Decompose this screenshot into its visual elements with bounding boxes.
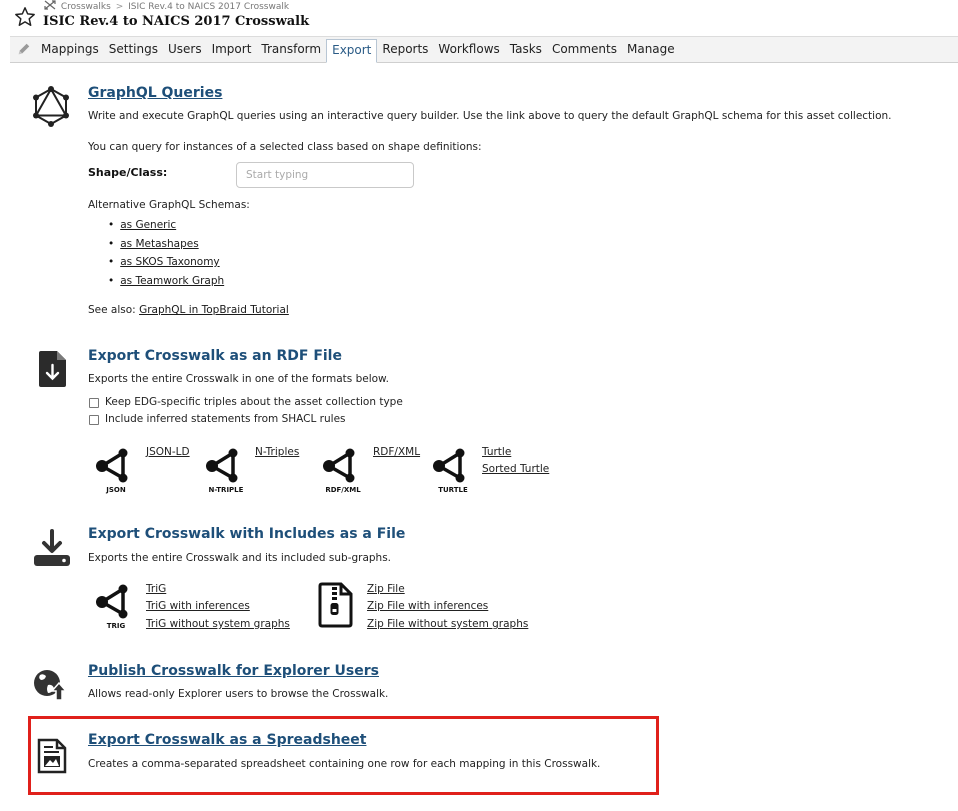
tab-list [36,37,680,62]
shape-class-input[interactable] [236,162,414,188]
globe-upload-icon [32,667,72,703]
format-label: N-TRIPLE [208,486,244,494]
zip-file-with-inferences-link[interactable]: Zip File with inferences [367,600,489,612]
tab-settings[interactable]: Settings [108,42,158,56]
breadcrumb-separator: > [115,2,124,12]
rdf-graph-icon [432,448,474,484]
breadcrumb-crosswalks-link[interactable]: Crosswalks [60,2,111,12]
tab-workflows[interactable]: Workflows [438,42,500,56]
keep-edg-triples-label: Keep EDG-specific triples about the asset collection type [105,396,403,408]
tab-bar [10,36,958,63]
rdf-graph-icon [322,448,364,484]
see-also [88,304,289,316]
list-item [108,216,224,235]
json-ld-link[interactable]: JSON-LD [146,446,190,458]
rdf-xml-link[interactable]: RDF/XML [373,446,421,458]
spreadsheet-file-icon [37,738,67,774]
list-item [108,272,224,291]
rdf-export-description: Exports the entire Crosswalk in one of the formats below. [88,373,390,385]
list-item [108,253,224,272]
spreadsheet-export-link[interactable]: Export Crosswalk as a Spreadsheet [88,732,367,748]
download-tray-icon [32,528,72,568]
breadcrumb-current: ISIC Rev.4 to NAICS 2017 Crosswalk [128,2,290,12]
tab-reports[interactable]: Reports [382,42,429,56]
turtle-link[interactable]: Turtle [482,446,512,458]
rdf-graph-icon [95,448,137,484]
trig-link[interactable]: TriG [146,583,167,595]
rdfxml-format-icon[interactable] [322,448,364,494]
turtle-format-icon[interactable] [432,448,474,494]
keep-edg-triples-checkbox[interactable] [89,398,99,408]
format-label: TRIG [106,622,126,630]
graphql-queries-link[interactable]: GraphQL Queries [88,85,223,101]
schema-generic-link[interactable]: as Generic [120,219,177,231]
schema-metashapes-link[interactable]: as Metashapes [120,237,199,250]
include-inferred-label: Include inferred statements from SHACL rules [105,413,346,425]
trig-format-icon[interactable] [95,584,137,630]
file-download-icon [36,350,68,388]
includes-export-description: Exports the entire Crosswalk and its included sub-graphs. [88,552,392,564]
includes-export-title: Export Crosswalk with Includes as a File [88,526,406,542]
include-inferred-checkbox[interactable] [89,415,99,425]
pencil-icon[interactable] [17,42,31,56]
trig-with-inferences-link[interactable]: TriG with inferences [146,600,250,612]
tab-comments[interactable]: Comments [551,42,617,56]
graphql-instances-text: You can query for instances of a selected class based on shape definitions: [88,141,482,153]
shape-class-label: Shape/Class: [88,166,168,179]
tab-users[interactable]: Users [167,42,202,56]
tab-manage[interactable]: Manage [626,42,675,56]
alternative-schemas-label: Alternative GraphQL Schemas: [88,199,250,211]
graphql-tutorial-link[interactable]: GraphQL in TopBraid Tutorial [139,304,289,316]
zip-file-without-system-graphs-link[interactable]: Zip File without system graphs [367,618,529,630]
format-label: RDF/XML [325,486,361,494]
schema-skos-taxonomy-link[interactable]: as SKOS Taxonomy [120,256,220,268]
tab-import[interactable]: Import [211,42,252,56]
page-title: ISIC Rev.4 to NAICS 2017 Crosswalk [43,14,310,29]
ntriple-format-icon[interactable] [205,448,247,494]
rdf-export-title: Export Crosswalk as an RDF File [88,348,342,364]
json-format-icon[interactable] [95,448,137,494]
rdf-graph-icon [205,448,247,484]
schema-teamwork-graph-link[interactable]: as Teamwork Graph [120,274,225,287]
crosswalk-icon [44,0,56,10]
trig-without-system-graphs-link[interactable]: TriG without system graphs [146,618,290,630]
publish-explorer-link[interactable]: Publish Crosswalk for Explorer Users [88,663,379,679]
sorted-turtle-link[interactable]: Sorted Turtle [482,463,550,475]
tab-export[interactable]: Export [326,39,377,63]
publish-description: Allows read-only Explorer users to browse the Crosswalk. [88,688,389,700]
n-triples-link[interactable]: N-Triples [255,446,300,458]
highlight-box [28,716,659,795]
format-label: JSON [106,486,126,494]
alternative-schemas-list [108,216,224,290]
format-label: TURTLE [438,486,468,494]
tab-transform[interactable]: Transform [261,42,322,56]
graphql-description: Write and execute GraphQL queries using an interactive query builder. Use the link above to query the default GraphQL schema for this asset collection. [88,110,892,122]
spreadsheet-description: Creates a comma-separated spreadsheet containing one row for each mapping in this Crosswalk. [88,758,601,770]
graphql-icon [32,86,70,128]
tab-mappings[interactable]: Mappings [41,42,99,56]
list-item [108,235,224,254]
zip-file-link[interactable]: Zip File [367,583,405,595]
zip-file-icon[interactable] [316,582,354,628]
favorite-star-icon[interactable] [14,6,36,28]
tab-tasks[interactable]: Tasks [509,42,542,56]
breadcrumb [44,0,289,12]
rdf-graph-icon [95,584,137,620]
see-also-label: See also: [88,304,136,316]
